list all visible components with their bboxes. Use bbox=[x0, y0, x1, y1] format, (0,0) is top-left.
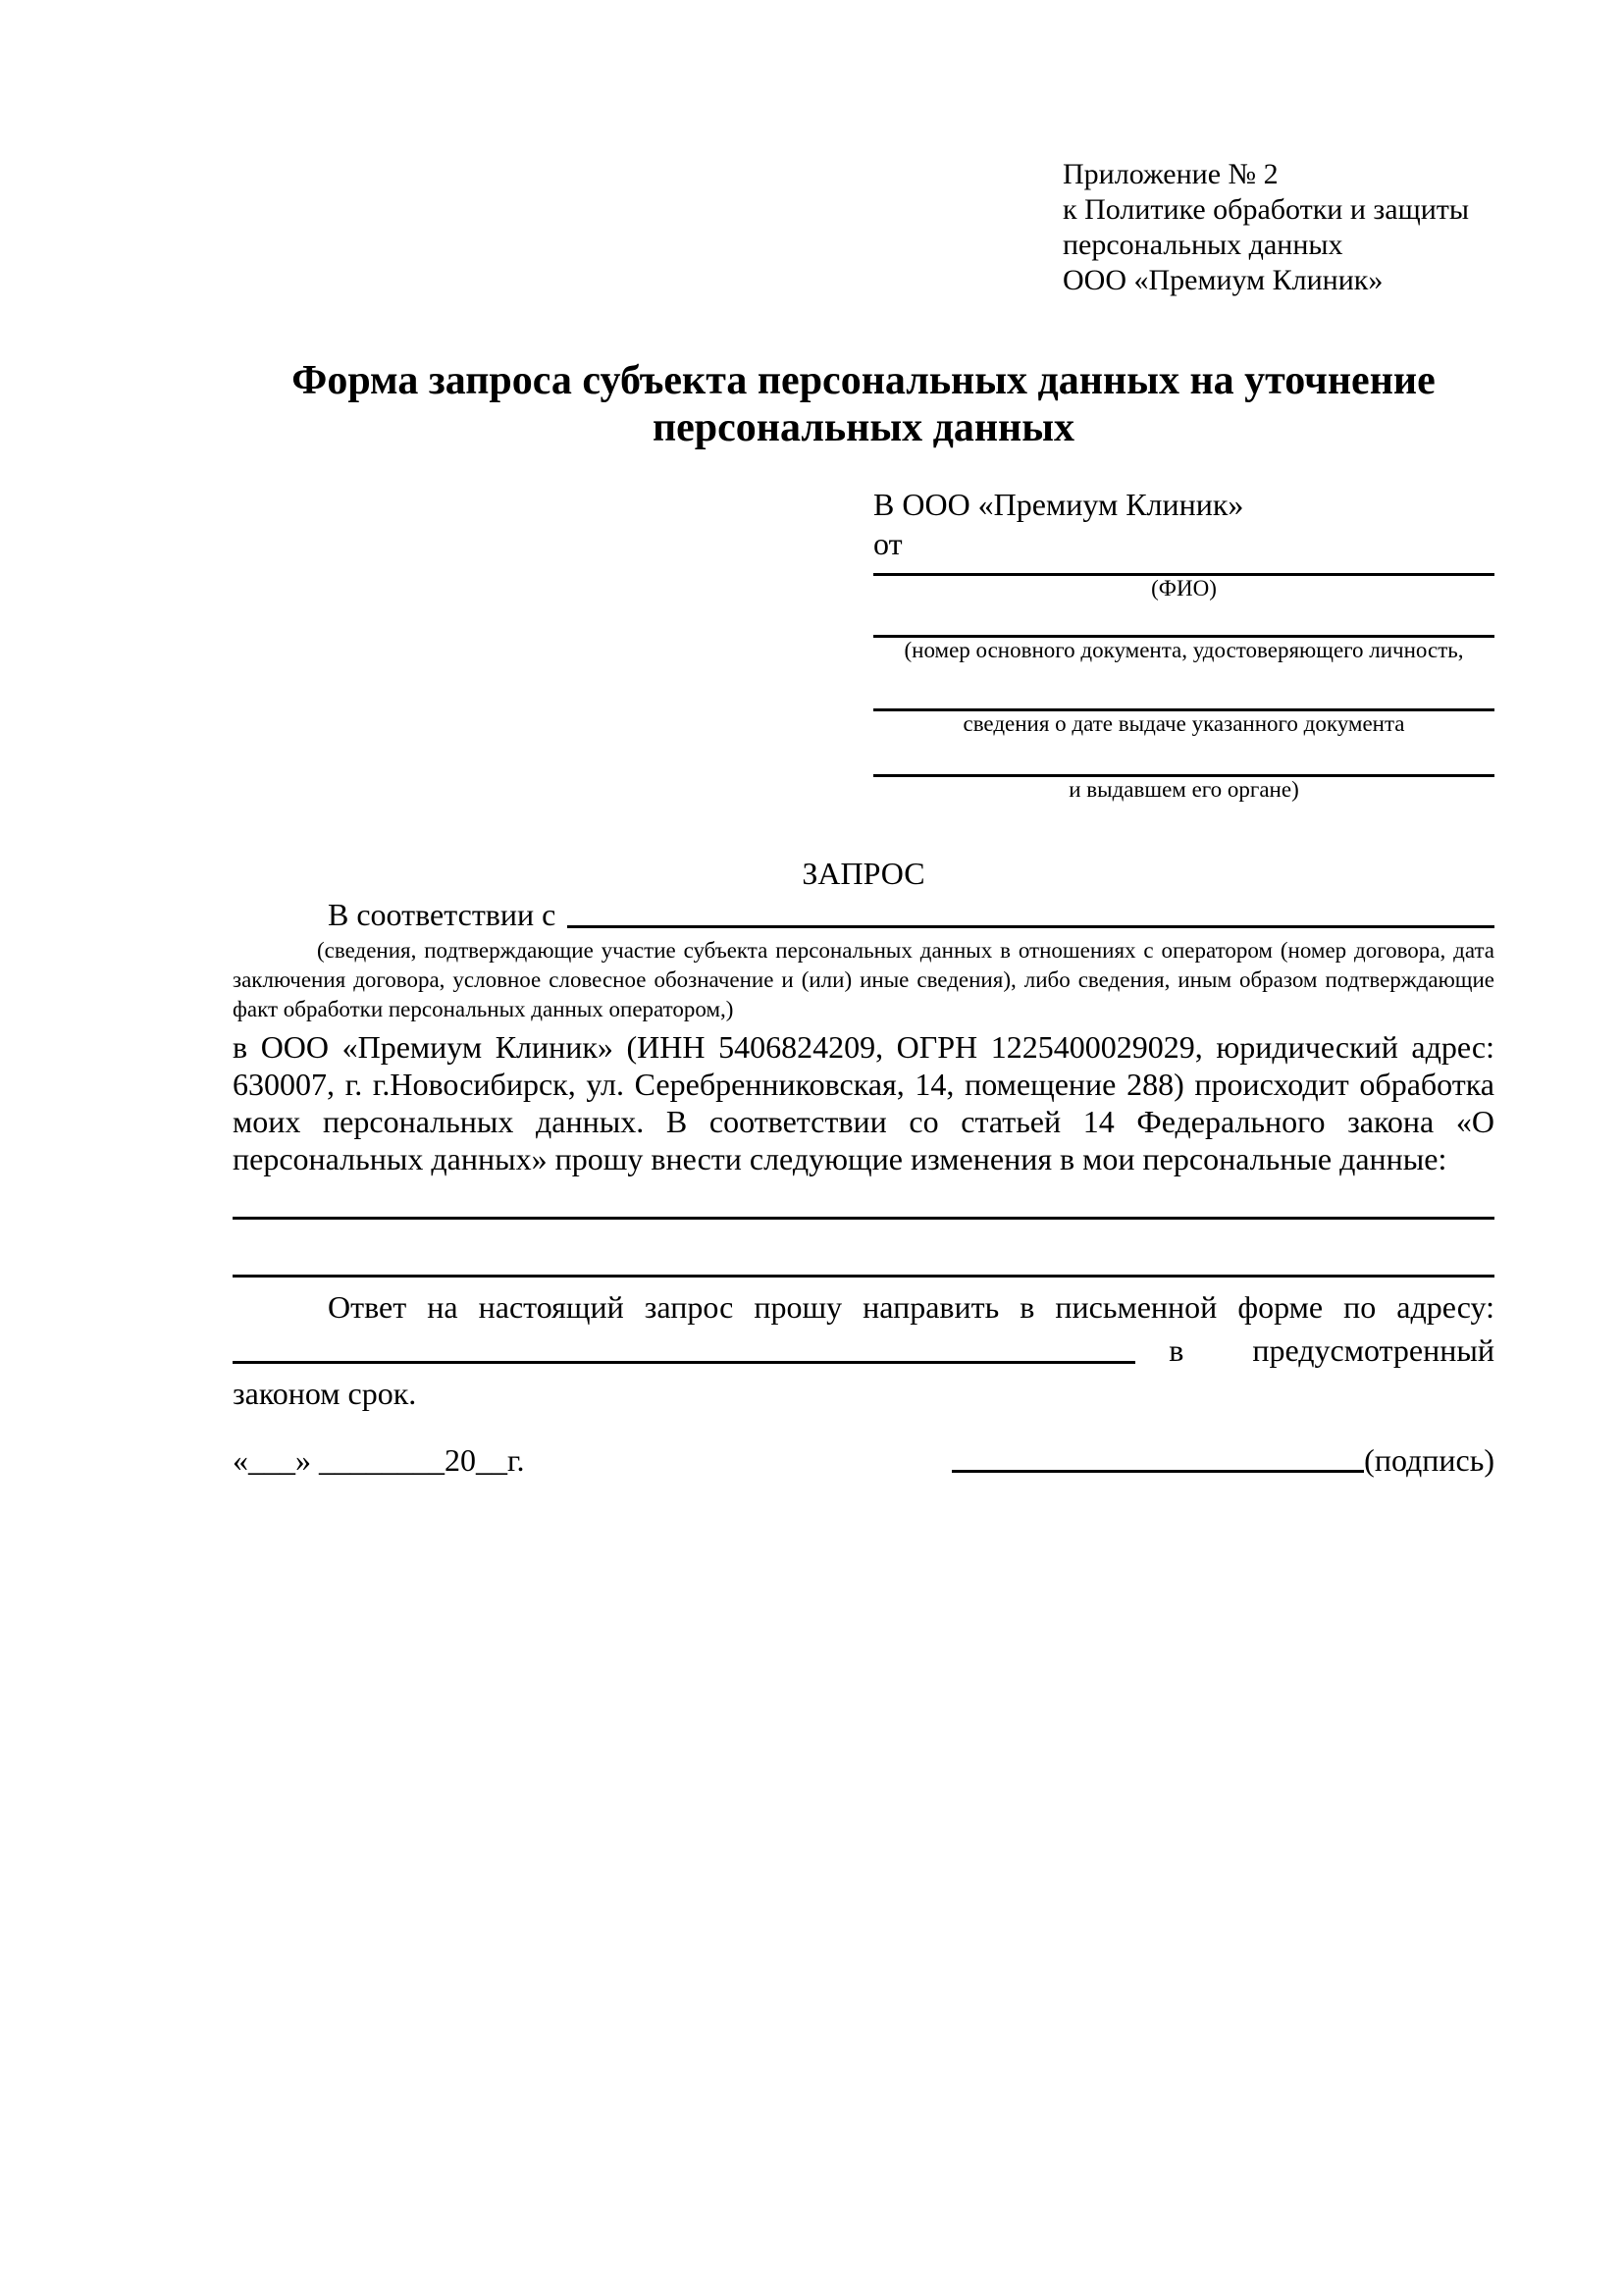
addressee-from-label: от bbox=[873, 526, 903, 561]
header-note-line: ООО «Премиум Клиник» bbox=[1063, 264, 1384, 296]
footnote-text: (сведения, подтверждающие участие субъекта персональных данных в отношениях с оператором (номер договора, дата заключения договора, условное словесное обозначение и (или) иные сведения), либо сведения, иным образом подтверждающие факт обработки персональных данных оператором,) bbox=[233, 938, 1494, 1021]
changes-blank-line-1 bbox=[233, 1177, 1494, 1220]
doc-issuer-field-caption: и выдавшем его органе) bbox=[1069, 777, 1299, 802]
header-note-line: Приложение № 2 bbox=[1063, 158, 1279, 190]
intro-row bbox=[233, 893, 1494, 936]
intro-prefix: В соответствии с bbox=[328, 897, 556, 932]
reply-tail-word: предусмотренный bbox=[1252, 1332, 1494, 1368]
signature-area bbox=[952, 1440, 1494, 1480]
doc-number-field-caption: (номер основного документа, удостоверяющего личность, bbox=[904, 638, 1464, 662]
addressee-to: В ООО «Премиум Клиник» bbox=[873, 487, 1244, 522]
date-blank: «___» ________20__г. bbox=[233, 1442, 525, 1478]
signature-caption: (подпись) bbox=[1364, 1442, 1494, 1478]
changes-blank-line-2 bbox=[233, 1220, 1494, 1278]
header-note-line: персональных данных bbox=[1063, 229, 1343, 261]
signature-line bbox=[952, 1470, 1364, 1473]
intro-blank-line bbox=[567, 893, 1494, 928]
request-heading: ЗАПРОС bbox=[802, 856, 925, 891]
reply-tail-in: в bbox=[1169, 1332, 1184, 1368]
body-paragraph: в ООО «Премиум Клиник» (ИНН 5406824209, ОГРН 1225400029029, юридический адрес: 630007, г. г.Новосибирск, ул. Серебренниковская, 14, помещение 288) происходит обработка моих персональных данных. В соответствии со статьей 14 Федерального закона «О персональных данных» прошу внести следующие изменения в мои персональные данные: bbox=[233, 1029, 1494, 1176]
address-blank-line bbox=[233, 1361, 1135, 1364]
signature-row bbox=[233, 1440, 1494, 1480]
addressee-block bbox=[873, 485, 1494, 803]
doc-date-field-caption: сведения о дате выдаче указанного документа bbox=[963, 711, 1405, 736]
fio-field-caption: (ФИО) bbox=[1151, 576, 1217, 600]
closing-text: законом срок. bbox=[233, 1376, 417, 1411]
header-note bbox=[1063, 157, 1494, 298]
document-title: Форма запроса субъекта персональных данных на уточнение персональных данных bbox=[291, 358, 1436, 450]
reply-address-row bbox=[233, 1329, 1494, 1372]
header-note-line: к Политике обработки и защиты bbox=[1063, 193, 1470, 226]
reply-sentence: Ответ на настоящий запрос прошу направить в письменной форме по адресу: bbox=[328, 1289, 1494, 1325]
